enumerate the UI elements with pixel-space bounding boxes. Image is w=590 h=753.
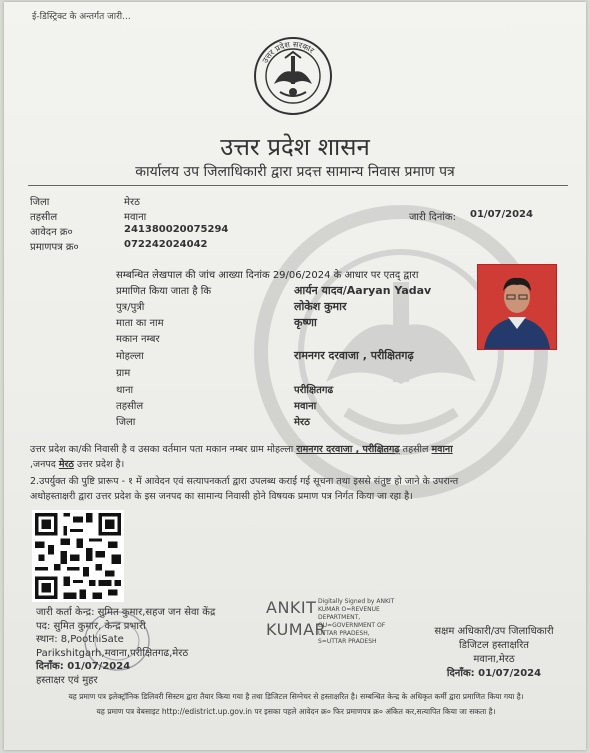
page-title: उत्तर प्रदेश शासन [220, 133, 370, 161]
centre-stamp [82, 608, 152, 674]
district-value: मेरठ [124, 197, 140, 208]
authority-date: दिनाँक: 01/07/2024 [446, 668, 542, 679]
application-no-label: आवेदन क्र० [30, 227, 73, 238]
signature-details: Digitally Signed by ANKIT KUMAR O=REVENUE DEPARTMENT, OU=GOVERNMENT OF UTTAR PRADESH, S=UTTAR PRADESH [318, 598, 395, 645]
application-no-value: 241380020075294 [124, 224, 229, 235]
certificate-no-value: 072242024042 [124, 239, 208, 250]
footer-note-1: यह प्रमाण पत्र इलेक्ट्रॉनिक डिलिवरी सिस्टम द्वारा तैयार किया गया है तथा डिजिटल सिग्नेचर से हस्ताक्षरित है। सम्बन्धित केन्द्र के अधिकृत कर्मी द्वारा प्रमाणित किया गया है। [68, 692, 524, 701]
qr-code [32, 510, 124, 602]
authority-title: सक्षम अधिकारी/उप जिलाधिकारी [434, 626, 554, 637]
emblem-ring-text [252, 32, 334, 124]
tehsil2-value: मवाना [294, 401, 317, 412]
parent-value: लोकेश कुमार [294, 300, 347, 313]
authority-place: मवाना,मेरठ [473, 654, 515, 665]
issue-date-label: जारी दिनांक: [409, 212, 456, 223]
certificate-no-label: प्रमाणपत्र क्र० [30, 242, 79, 253]
svg-text:उत्तर प्रदेश सरकार: उत्तर प्रदेश सरकार [260, 39, 316, 65]
tehsil-label: तहसील [30, 212, 58, 223]
police-station-label: थाना [116, 385, 134, 396]
top-note: ई-डिस्ट्रिक्ट के अन्तर्गत जारी... [32, 12, 131, 22]
applicant-photo [477, 264, 557, 350]
issue-date-value: 01/07/2024 [470, 209, 533, 220]
intro-line-2: प्रमाणित किया जाता है कि [116, 286, 212, 297]
police-station-value: परीक्षितगढ [294, 385, 334, 396]
intro-line-1: सम्बन्धित लेखपाल की जांच आख्या दिनांक 29/06/2024 के आधार पर एतद् द्वारा [116, 270, 419, 281]
district-label: जिला [30, 197, 50, 208]
centre-date: दिनाँक: 01/07/2024 [36, 661, 131, 672]
centre-name: जारी कर्ता केन्द्र: सुमित कुमार,सहज जन सेवा केंद्र [36, 607, 216, 618]
centre-address: Parikshitgarh,मवाना,परीक्षितगढ,मेरठ [36, 647, 189, 659]
centre-sign-label: हस्ताक्षर एवं मुहर [36, 674, 98, 686]
centre-place: स्थान: 8,PoothiSate [36, 634, 124, 645]
locality-label: मोहल्ला [116, 351, 144, 362]
certificate-page [4, 2, 586, 750]
divider [28, 185, 568, 186]
centre-post: पद: सुमित कुमार, केन्द्र प्रभारी [36, 620, 146, 632]
house-no-label: मकान नम्बर [116, 334, 160, 345]
applicant-name: आर्यन यादव/Aaryan Yadav [294, 284, 432, 297]
district2-label: जिला [116, 417, 136, 428]
village-label: ग्राम [116, 368, 131, 379]
residence-paragraph: उत्तर प्रदेश का/की निवासी है व उसका वर्तमान पता मकान नम्बर ग्राम मोहल्ला रामनगर दरवाजा , परीक्षितगढ़ तहसील मवाना ,जनपद मेरठ उत्तर प्रदेश है। [30, 444, 453, 470]
parent-label: पुत्र/पुत्री [116, 302, 145, 313]
district2-value: मेरठ [294, 417, 310, 428]
footer-note-2: यह प्रमाण पत्र वेबसाइट http://edistrict.up.gov.in पर इसका पहले आवेदन क्र० फिर प्रमाणपत्र क्र० अंकित कर,सत्यापित किया जा सकता है। [96, 707, 496, 716]
signer-name-1: ANKIT [266, 598, 317, 617]
tehsil2-label: तहसील [116, 401, 144, 412]
authority-digital: डिजिटल हस्ताक्षरित [459, 640, 529, 651]
authority-block [409, 625, 579, 681]
signer-name-2: KUMAR [266, 620, 327, 639]
page-subtitle: कार्यालय उप जिलाधिकारी द्वारा प्रदत्त सामान्य निवास प्रमाण पत्र [135, 164, 455, 180]
mother-value: कृष्णा [294, 316, 317, 329]
mother-label: माता का नाम [116, 318, 164, 329]
locality-value: रामनगर दरवाजा , परीक्षितगढ़ [294, 349, 414, 362]
verification-paragraph: 2.उपर्युक्त की पुष्टि प्रारूप - १ में आवेदन एवं सत्यापनकर्ता द्वारा उपलब्ध कराई गई सूचना तथा इससे संतुष्ट हो जाने के उपरान्त अधोहस्ताक्षरी द्वारा उत्तर प्रदेश के इस जनपद का सामान्य निवासी होने विषयक प्रमाण पत्र निर्गत किया जा रहा है। [30, 476, 459, 502]
tehsil-value: मवाना [124, 212, 147, 223]
